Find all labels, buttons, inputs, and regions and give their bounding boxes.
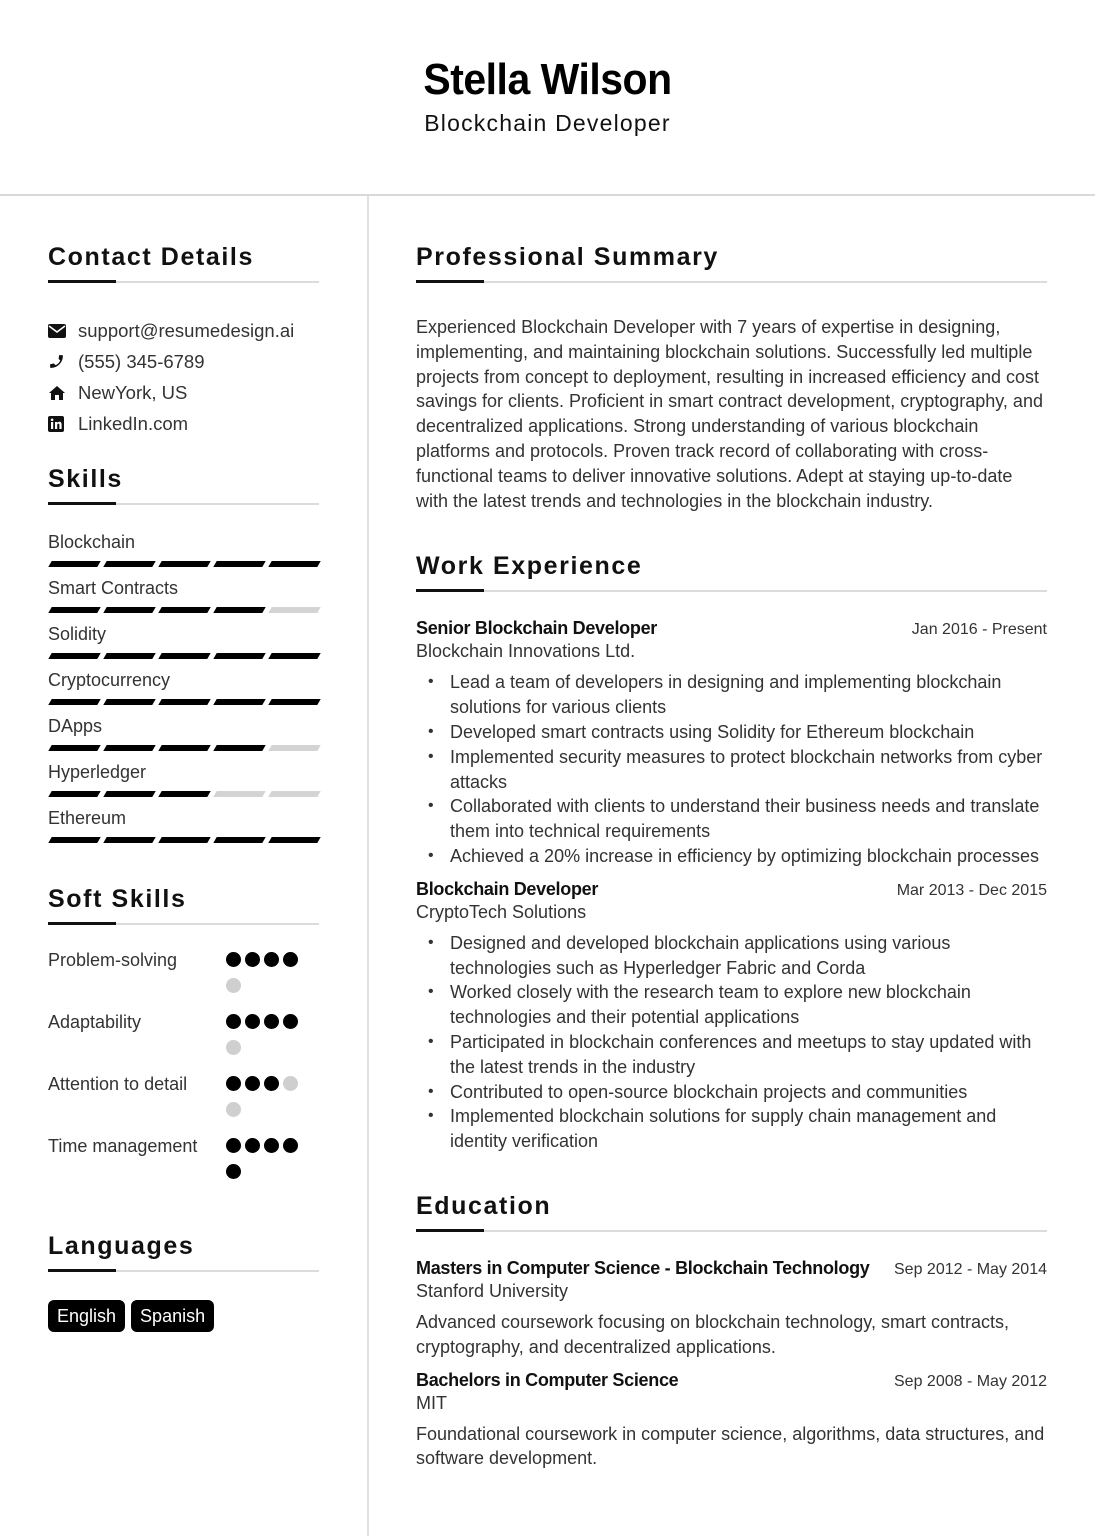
job-bullet: • Designed and developed blockchain applications using various technologies such as Hyperledger Fabric and Corda bbox=[416, 931, 1047, 981]
skill-name: Ethereum bbox=[48, 808, 127, 828]
contact-phone[interactable] bbox=[48, 346, 319, 377]
contact-section bbox=[48, 243, 319, 439]
contact-linkedin[interactable] bbox=[48, 408, 319, 439]
job-title: Senior Blockchain Developer bbox=[416, 618, 657, 639]
summary-text: Experienced Blockchain Developer with 7 years of expertise in designing, implementing, and maintaining blockchain solutions. Successfully led multiple projects from concept to deployment, resulting in increased efficiency and cost savings for clients. Proficient in smart contract development, cryptography, and decentralized applications. Strong understanding of various blockchain platforms and protocols. Proven track record of collaborating with cross-functional teams to deliver innovative solutions. Adept at staying up-to-date with the latest trends and technologies in the blockchain industry. bbox=[416, 317, 1043, 511]
level-segment-filled bbox=[158, 837, 210, 843]
job-bullet: • Contributed to open-source blockchain projects and communities bbox=[416, 1080, 1047, 1105]
job-bullets bbox=[416, 931, 1047, 1154]
level-segment-filled bbox=[48, 837, 100, 843]
job-bullet: • Collaborated with clients to understand their business needs and translate them into technical requirements bbox=[416, 794, 1047, 844]
soft-skill-name: Time management bbox=[48, 1136, 198, 1156]
skill-name: Solidity bbox=[48, 624, 107, 644]
envelope-icon bbox=[48, 324, 78, 338]
heading-accent bbox=[416, 589, 484, 592]
level-segment-filled bbox=[213, 745, 265, 751]
job-entry bbox=[416, 879, 1047, 1154]
rating-dot-empty bbox=[226, 1102, 241, 1117]
languages-heading: Languages bbox=[48, 1232, 195, 1260]
education-description: Advanced coursework focusing on blockchain technology, smart contracts, cryptography, and decentralized applications. bbox=[416, 1311, 1009, 1357]
skill-level-bar bbox=[48, 745, 319, 751]
level-segment-filled bbox=[158, 791, 210, 797]
level-segment-filled bbox=[268, 699, 320, 705]
rating-dot-filled bbox=[283, 1138, 298, 1153]
main-content bbox=[416, 196, 1047, 1471]
degree-title: Bachelors in Computer Science bbox=[416, 1369, 679, 1390]
level-segment-empty bbox=[268, 745, 320, 751]
section-heading bbox=[48, 465, 319, 505]
soft-skill-name: Problem-solving bbox=[48, 950, 178, 970]
language-tag: English bbox=[48, 1300, 125, 1332]
job-bullets bbox=[416, 670, 1047, 868]
level-segment-filled bbox=[48, 791, 100, 797]
job-bullet: • Participated in blockchain conferences and meetups to stay updated with the latest trends in the industry bbox=[416, 1030, 1047, 1080]
heading-accent bbox=[48, 502, 116, 505]
skill-name: Cryptocurrency bbox=[48, 670, 171, 690]
job-title: Blockchain Developer bbox=[416, 878, 599, 899]
level-segment-filled bbox=[213, 699, 265, 705]
language-tags bbox=[48, 1300, 319, 1332]
skill-item bbox=[48, 715, 319, 751]
job-header bbox=[416, 879, 1047, 900]
rating-dot-filled bbox=[245, 952, 260, 967]
soft-skill-name: Adaptability bbox=[48, 1012, 142, 1032]
level-segment-filled bbox=[103, 745, 155, 751]
level-segment-empty bbox=[213, 791, 265, 797]
soft-skill-item bbox=[48, 1133, 319, 1190]
rating-dot-filled bbox=[264, 1014, 279, 1029]
heading-rule bbox=[416, 281, 1047, 283]
skill-item bbox=[48, 531, 319, 567]
skill-level-bar bbox=[48, 791, 319, 797]
job-bullet: • Lead a team of developers in designing and implementing blockchain solutions for various clients bbox=[416, 670, 1047, 720]
section-heading bbox=[48, 1232, 319, 1272]
rating-dot-filled bbox=[245, 1138, 260, 1153]
job-dates: Mar 2013 - Dec 2015 bbox=[896, 881, 1047, 899]
section-heading bbox=[48, 885, 319, 925]
soft-skill-rating bbox=[226, 947, 306, 1004]
level-segment-filled bbox=[103, 561, 155, 567]
soft-skill-item bbox=[48, 1071, 319, 1128]
heading-rule bbox=[416, 1230, 1047, 1232]
language-tag: Spanish bbox=[131, 1300, 214, 1332]
skill-item bbox=[48, 577, 319, 613]
rating-dot-filled bbox=[264, 1138, 279, 1153]
contact-list bbox=[48, 315, 319, 439]
contact-email-text: support@resumedesign.ai bbox=[78, 319, 295, 341]
level-segment-filled bbox=[268, 653, 320, 659]
sidebar bbox=[48, 196, 319, 1332]
soft-skills-list bbox=[48, 947, 319, 1190]
level-segment-filled bbox=[48, 561, 100, 567]
level-segment-filled bbox=[103, 837, 155, 843]
rating-dot-filled bbox=[226, 1164, 241, 1179]
skill-item bbox=[48, 669, 319, 705]
education-section bbox=[416, 1192, 1047, 1471]
level-segment-filled bbox=[48, 653, 100, 659]
experience-heading: Work Experience bbox=[416, 552, 643, 581]
job-dates: Jan 2016 - Present bbox=[911, 621, 1047, 639]
skill-level-bar bbox=[48, 561, 319, 567]
level-segment-filled bbox=[48, 745, 100, 751]
contact-location bbox=[48, 377, 319, 408]
school-name: Stanford University bbox=[416, 1280, 569, 1301]
rating-dot-filled bbox=[245, 1076, 260, 1091]
heading-accent bbox=[48, 280, 116, 283]
skill-name: Blockchain bbox=[48, 532, 136, 552]
skill-name: Hyperledger bbox=[48, 762, 147, 782]
contact-phone-text: (555) 345-6789 bbox=[78, 350, 205, 372]
level-segment-filled bbox=[158, 745, 210, 751]
skill-name: DApps bbox=[48, 716, 103, 736]
skill-name: Smart Contracts bbox=[48, 578, 179, 598]
section-heading bbox=[416, 552, 1047, 592]
education-entry bbox=[416, 1370, 1047, 1472]
rating-dot-filled bbox=[226, 1138, 241, 1153]
candidate-name: Stella Wilson bbox=[423, 55, 672, 104]
level-segment-filled bbox=[213, 607, 265, 613]
skill-item bbox=[48, 623, 319, 659]
contact-heading: Contact Details bbox=[48, 243, 254, 271]
skills-section bbox=[48, 465, 319, 843]
level-segment-filled bbox=[103, 791, 155, 797]
level-segment-filled bbox=[158, 561, 210, 567]
soft-skill-rating bbox=[226, 1009, 306, 1066]
level-segment-empty bbox=[268, 791, 320, 797]
skills-list bbox=[48, 531, 319, 843]
soft-skill-item bbox=[48, 947, 319, 1004]
soft-skills-heading: Soft Skills bbox=[48, 885, 187, 913]
level-segment-filled bbox=[103, 653, 155, 659]
rating-dot-empty bbox=[226, 1040, 241, 1055]
heading-rule bbox=[416, 590, 1047, 592]
level-segment-filled bbox=[213, 653, 265, 659]
level-segment-filled bbox=[268, 837, 320, 843]
job-bullet: • Implemented security measures to protect blockchain networks from cyber attacks bbox=[416, 745, 1047, 795]
education-dates: Sep 2012 - May 2014 bbox=[894, 1260, 1047, 1278]
contact-linkedin-text: LinkedIn.com bbox=[78, 412, 189, 434]
summary-heading: Professional Summary bbox=[416, 243, 719, 271]
heading-accent bbox=[416, 280, 484, 283]
soft-skill-item bbox=[48, 1009, 319, 1066]
section-heading bbox=[416, 243, 1047, 283]
level-segment-filled bbox=[213, 837, 265, 843]
job-bullet: • Implemented blockchain solutions for supply chain management and identity verification bbox=[416, 1104, 1047, 1154]
experience-section bbox=[416, 552, 1047, 1154]
column-divider bbox=[367, 196, 369, 1536]
education-entry bbox=[416, 1258, 1047, 1360]
summary-section bbox=[416, 243, 1047, 513]
contact-location-text: NewYork, US bbox=[78, 381, 188, 403]
candidate-title: Blockchain Developer bbox=[424, 110, 671, 136]
job-entry bbox=[416, 618, 1047, 868]
rating-dot-filled bbox=[226, 1076, 241, 1091]
level-segment-filled bbox=[158, 653, 210, 659]
heading-accent bbox=[416, 1229, 484, 1232]
skill-level-bar bbox=[48, 607, 319, 613]
education-header bbox=[416, 1258, 1047, 1279]
skill-level-bar bbox=[48, 837, 319, 843]
rating-dot-filled bbox=[283, 1014, 298, 1029]
education-description: Foundational coursework in computer science, algorithms, data structures, and software development. bbox=[416, 1423, 1045, 1469]
rating-dot-filled bbox=[226, 952, 241, 967]
job-bullet: • Achieved a 20% increase in efficiency by optimizing blockchain processes bbox=[416, 844, 1047, 869]
education-dates: Sep 2008 - May 2012 bbox=[894, 1372, 1047, 1390]
soft-skills-section bbox=[48, 885, 319, 1190]
home-icon bbox=[48, 385, 78, 401]
job-company: Blockchain Innovations Ltd. bbox=[416, 641, 636, 662]
school-name: MIT bbox=[416, 1392, 447, 1413]
skill-item bbox=[48, 807, 319, 843]
languages-section bbox=[48, 1232, 319, 1332]
job-bullet: • Developed smart contracts using Solidity for Ethereum blockchain bbox=[416, 720, 1047, 745]
job-bullet: • Worked closely with the research team to explore new blockchain technologies and their potential applications bbox=[416, 980, 1047, 1030]
education-heading: Education bbox=[416, 1191, 552, 1220]
section-heading bbox=[416, 1192, 1047, 1232]
degree-title: Masters in Computer Science - Blockchain Technology bbox=[416, 1257, 870, 1278]
level-segment-filled bbox=[48, 699, 100, 705]
level-segment-empty bbox=[268, 607, 320, 613]
level-segment-filled bbox=[213, 561, 265, 567]
resume-header bbox=[0, 0, 1095, 196]
level-segment-filled bbox=[103, 607, 155, 613]
job-company: CryptoTech Solutions bbox=[416, 901, 587, 922]
job-header bbox=[416, 618, 1047, 639]
rating-dot-empty bbox=[283, 1076, 298, 1091]
skills-heading: Skills bbox=[48, 465, 123, 493]
soft-skill-name: Attention to detail bbox=[48, 1074, 188, 1094]
level-segment-filled bbox=[48, 607, 100, 613]
phone-icon bbox=[48, 353, 78, 370]
section-heading bbox=[48, 243, 319, 283]
level-segment-filled bbox=[158, 699, 210, 705]
skill-item bbox=[48, 761, 319, 797]
level-segment-filled bbox=[268, 561, 320, 567]
soft-skill-rating bbox=[226, 1071, 306, 1128]
level-segment-filled bbox=[158, 607, 210, 613]
rating-dot-filled bbox=[226, 1014, 241, 1029]
education-header bbox=[416, 1370, 1047, 1391]
skill-level-bar bbox=[48, 653, 319, 659]
linkedin-icon bbox=[48, 416, 78, 432]
rating-dot-empty bbox=[226, 978, 241, 993]
rating-dot-filled bbox=[245, 1014, 260, 1029]
contact-email[interactable] bbox=[48, 315, 319, 346]
level-segment-filled bbox=[103, 699, 155, 705]
rating-dot-filled bbox=[283, 952, 298, 967]
soft-skill-rating bbox=[226, 1133, 306, 1190]
rating-dot-filled bbox=[264, 1076, 279, 1091]
rating-dot-filled bbox=[264, 952, 279, 967]
heading-accent bbox=[48, 922, 116, 925]
skill-level-bar bbox=[48, 699, 319, 705]
heading-accent bbox=[48, 1269, 116, 1272]
